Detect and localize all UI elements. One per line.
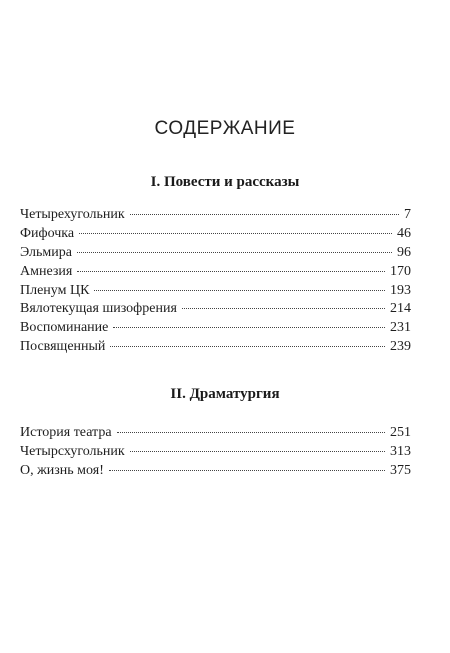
- toc-entry: [20, 300, 411, 319]
- toc-entry-title: Амнезия: [20, 263, 73, 279]
- toc-entry-title: Воспоминание: [20, 320, 109, 336]
- dot-leader: [182, 308, 385, 309]
- toc-entry-page: 193: [390, 282, 411, 298]
- dot-leader: [117, 432, 385, 433]
- toc-entry: [20, 462, 411, 481]
- toc-entry-page: 7: [404, 207, 411, 222]
- toc-entry-title: Четырсхугольник: [20, 443, 125, 459]
- dot-leader: [130, 451, 385, 452]
- dot-leader: [110, 346, 385, 347]
- page-title: СОДЕРЖАНИЕ: [154, 118, 296, 139]
- toc-entry-title: Четырехугольник: [20, 207, 125, 222]
- toc-entry: [20, 338, 411, 357]
- dot-leader: [79, 233, 392, 234]
- toc-entry-page: 375: [390, 462, 411, 478]
- toc-entry: [20, 263, 411, 282]
- section-heading-prose: I. Повести и рассказы: [150, 174, 300, 190]
- toc-entry: [20, 443, 411, 462]
- dot-leader: [94, 290, 385, 291]
- toc-entry-title: Посвященный: [20, 339, 106, 355]
- toc-entry-title: Эльмира: [20, 244, 72, 260]
- toc-entry-title: Фифочка: [20, 225, 75, 241]
- toc-entry: [20, 244, 411, 263]
- dot-leader: [130, 214, 399, 215]
- toc-entry-page: 313: [390, 443, 411, 459]
- toc-entry: [20, 319, 411, 338]
- toc-entry: [20, 206, 411, 225]
- toc-list-prose: [20, 206, 411, 357]
- toc-entry-title: Пленум ЦК: [20, 282, 90, 298]
- toc-entry-page: 239: [390, 339, 411, 355]
- toc-entry-page: 170: [390, 263, 411, 279]
- toc-entry-title: О, жизнь моя!: [20, 462, 104, 478]
- toc-list-drama: [20, 424, 411, 481]
- section-heading-drama: II. Драматургия: [170, 386, 280, 402]
- dot-leader: [77, 252, 392, 253]
- dot-leader: [113, 327, 385, 328]
- dot-leader: [109, 470, 385, 471]
- toc-entry: [20, 225, 411, 244]
- toc-entry-page: 231: [390, 320, 411, 336]
- toc-entry: [20, 282, 411, 301]
- toc-entry-page: 96: [397, 244, 411, 260]
- dot-leader: [77, 271, 385, 272]
- toc-entry-page: 46: [397, 225, 411, 241]
- toc-entry-page: 251: [390, 425, 411, 440]
- toc-entry-title: Вялотекущая шизофрения: [20, 301, 177, 317]
- toc-entry-page: 214: [390, 301, 411, 317]
- toc-entry: [20, 424, 411, 443]
- toc-entry-title: История театра: [20, 425, 112, 440]
